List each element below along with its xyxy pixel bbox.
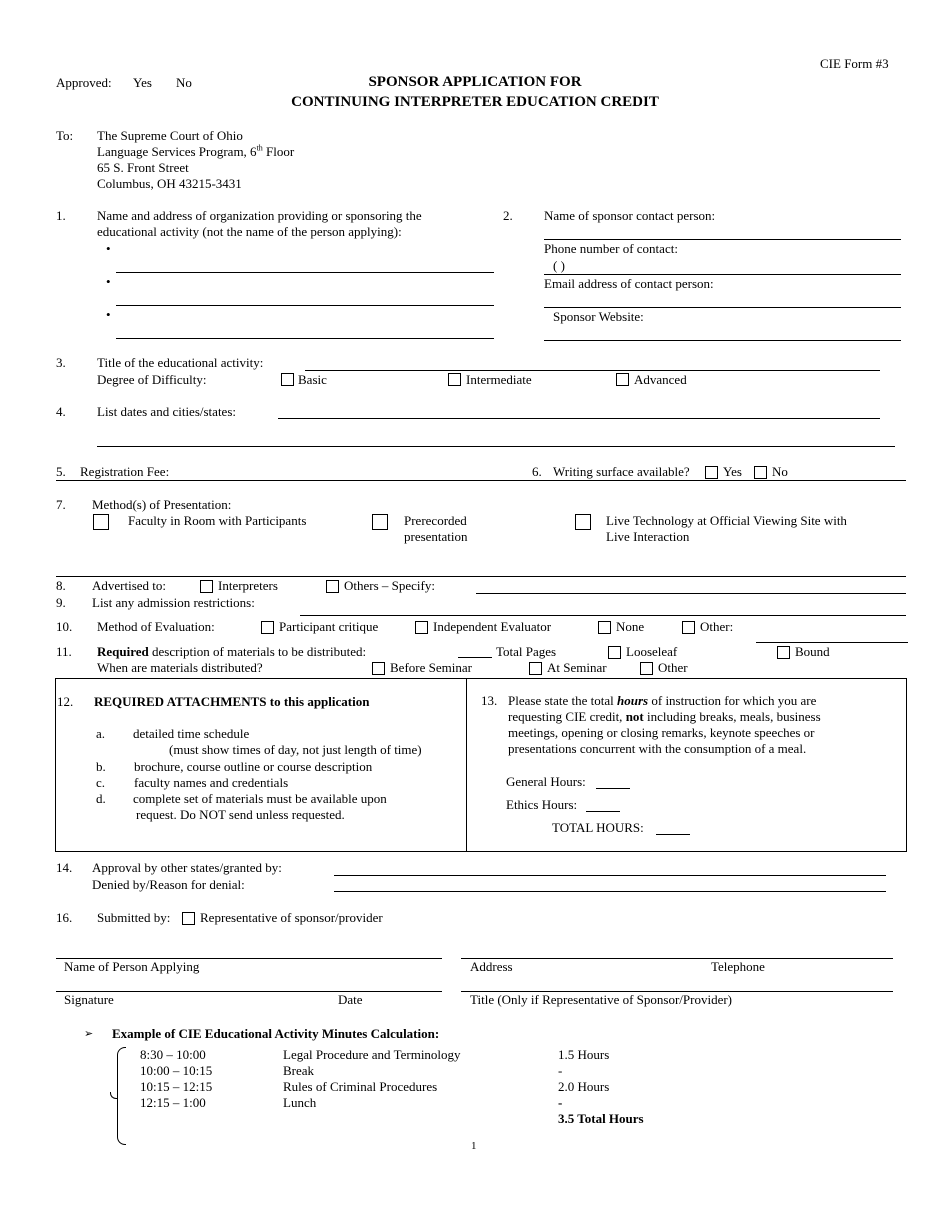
q6-label: Writing surface available? — [553, 464, 690, 479]
q3-title-line[interactable] — [305, 370, 880, 371]
q11-required: Required — [97, 644, 149, 659]
q6-no-label: No — [772, 464, 788, 479]
q10-independent-label: Independent Evaluator — [433, 619, 552, 634]
q13-line1-pre: Please state the total — [508, 693, 618, 708]
sig-name-label: Name of Person Applying — [64, 959, 200, 974]
to-label: To: — [56, 128, 74, 143]
example-row-2-activity: Break — [283, 1063, 315, 1078]
q13-total-label: TOTAL HOURS: — [552, 820, 644, 835]
q12-c-text: faculty names and credentials — [134, 775, 289, 790]
sig-signature-label: Signature — [64, 992, 114, 1007]
q13-line2-post: including breaks, meals, business — [643, 709, 821, 724]
q5-label: Registration Fee: — [80, 464, 170, 479]
q1-text-line2: educational activity (not the name of the person applying): — [97, 224, 402, 239]
q2-website-label: Sponsor Website: — [553, 309, 644, 324]
q4-line-1[interactable] — [278, 418, 880, 419]
q7-faculty-label: Faculty in Room with Participants — [128, 513, 307, 528]
q10-other-line[interactable] — [756, 642, 908, 643]
q10-other-checkbox[interactable] — [682, 621, 695, 634]
q14-approval-label: Approval by other states/granted by: — [92, 860, 282, 875]
q11-before-checkbox[interactable] — [372, 662, 385, 675]
q16-rep-checkbox[interactable] — [182, 912, 195, 925]
q13-line4: presentations concurrent with the consumption of a meal. — [508, 741, 807, 756]
q12-d-text2: request. Do NOT send unless requested. — [136, 807, 345, 822]
q13-line1-post: of instruction for which you are — [648, 693, 817, 708]
form-id: CIE Form #3 — [820, 56, 889, 71]
q10-independent-checkbox[interactable] — [415, 621, 428, 634]
q11-before-label: Before Seminar — [390, 660, 472, 675]
q12-a-sub: (must show times of day, not just length of time) — [169, 742, 422, 757]
arrow-bullet-icon: ➢ — [84, 1027, 94, 1040]
q13-ethics-line[interactable] — [586, 811, 620, 812]
q14-denied-line[interactable] — [334, 891, 886, 892]
q11-bound-label: Bound — [795, 644, 830, 659]
attachments-box-divider — [466, 678, 467, 851]
q10-none-label: None — [616, 619, 645, 634]
q10-participant-label: Participant critique — [279, 619, 379, 634]
q11-at-label: At Seminar — [547, 660, 607, 675]
example-row-3-activity: Rules of Criminal Procedures — [283, 1079, 438, 1094]
q12-b-text: brochure, course outline or course description — [134, 759, 373, 774]
q2-email-label: Email address of contact person: — [544, 276, 714, 291]
q1-bullet-3: • — [106, 307, 111, 322]
q1-text-line1: Name and address of organization providing or sponsoring the — [97, 208, 422, 223]
q11-bound-checkbox[interactable] — [777, 646, 790, 659]
q2-phone-parens: ( ) — [553, 258, 565, 273]
q4-line-2[interactable] — [97, 446, 895, 447]
q8-number: 8. — [56, 578, 66, 593]
sig-title-label: Title (Only if Representative of Sponsor/Provider) — [470, 992, 733, 1007]
q1-bullet-2: • — [106, 274, 111, 289]
q13-line2 — [508, 709, 821, 725]
q11-other-label: Other — [658, 660, 688, 675]
to-line2-pre: Language Services Program, 6 — [97, 144, 257, 159]
q11-when-label: When are materials distributed? — [97, 660, 263, 675]
example-total: 3.5 Total Hours — [558, 1111, 644, 1126]
page-title-line2: CONTINUING INTERPRETER EDUCATION CREDIT — [291, 94, 659, 110]
q11-label-rest: description of materials to be distributed: — [148, 644, 367, 659]
q7-prerecorded-label-1: Prerecorded — [404, 513, 467, 528]
example-brace-tip — [110, 1092, 118, 1099]
to-line2-post: Floor — [262, 144, 295, 159]
q12-number: 12. — [57, 694, 74, 709]
sig-telephone-label: Telephone — [711, 959, 765, 974]
q7-prerecorded-checkbox[interactable] — [372, 514, 388, 530]
q3-basic-checkbox[interactable] — [281, 373, 294, 386]
q8-others-label: Others – Specify: — [344, 578, 435, 593]
q8-label: Advertised to: — [92, 578, 167, 593]
q13-line3: meetings, opening or closing remarks, keynote speeches or — [508, 725, 815, 740]
example-row-4-time: 12:15 – 1:00 — [140, 1095, 206, 1110]
q1-line-2[interactable] — [116, 305, 494, 306]
q6-no-checkbox[interactable] — [754, 466, 767, 479]
q6-number: 6. — [532, 464, 542, 479]
q3-advanced-label: Advanced — [634, 372, 687, 387]
q16-rep-label: Representative of sponsor/provider — [200, 910, 383, 925]
q10-none-checkbox[interactable] — [598, 621, 611, 634]
to-line2-sup: th — [256, 143, 263, 153]
q16-label: Submitted by: — [97, 910, 171, 925]
q3-advanced-checkbox[interactable] — [616, 373, 629, 386]
example-row-1-time: 8:30 – 10:00 — [140, 1047, 206, 1062]
q13-number: 13. — [481, 693, 498, 708]
q5-q6-line[interactable] — [56, 480, 906, 481]
q2-email-line[interactable] — [544, 307, 901, 308]
q11-label — [97, 644, 366, 660]
q16-number: 16. — [56, 910, 73, 925]
page-title-line1: SPONSOR APPLICATION FOR — [368, 74, 582, 90]
q7-live-label-1: Live Technology at Official Viewing Site with — [606, 513, 847, 528]
q7-label: Method(s) of Presentation: — [92, 497, 232, 512]
q7-number: 7. — [56, 497, 66, 512]
q14-approval-line[interactable] — [334, 875, 886, 876]
q7-prerecorded-label-2: presentation — [404, 529, 468, 544]
approved-yes[interactable]: Yes — [133, 75, 152, 90]
example-row-3-time: 10:15 – 12:15 — [140, 1079, 213, 1094]
to-line2 — [97, 144, 294, 160]
q8-others-line[interactable] — [476, 593, 906, 594]
q11-number: 11. — [56, 644, 72, 659]
q9-line[interactable] — [300, 615, 906, 616]
q11-other-checkbox[interactable] — [640, 662, 653, 675]
sig-line-1-right[interactable] — [461, 958, 893, 959]
q2-phone-line[interactable] — [544, 274, 901, 275]
q4-number: 4. — [56, 404, 66, 419]
q7-faculty-checkbox[interactable] — [93, 514, 109, 530]
q2-number: 2. — [503, 208, 513, 223]
example-row-2-time: 10:00 – 10:15 — [140, 1063, 213, 1078]
q1-line-3[interactable] — [116, 338, 494, 339]
q3-intermediate-label: Intermediate — [466, 372, 532, 387]
q12-heading: REQUIRED ATTACHMENTS to this application — [94, 694, 370, 709]
q6-yes-label: Yes — [723, 464, 742, 479]
q2-contact-name-label: Name of sponsor contact person: — [544, 208, 716, 223]
q12-a-text: detailed time schedule — [133, 726, 250, 741]
q2-contact-name-line[interactable] — [544, 239, 901, 240]
q13-general-line[interactable] — [596, 788, 630, 789]
q10-participant-checkbox[interactable] — [261, 621, 274, 634]
q12-a-label: a. — [96, 726, 106, 741]
example-row-4-hours: - — [558, 1095, 563, 1110]
to-line1: The Supreme Court of Ohio — [97, 128, 243, 143]
q5-number: 5. — [56, 464, 66, 479]
sig-address-label: Address — [470, 959, 513, 974]
example-heading: Example of CIE Educational Activity Minutes Calculation: — [112, 1026, 440, 1041]
q10-other-label: Other: — [700, 619, 734, 634]
sig-date-label: Date — [338, 992, 363, 1007]
q3-intermediate-checkbox[interactable] — [448, 373, 461, 386]
q1-bullet-1: • — [106, 241, 111, 256]
q9-number: 9. — [56, 595, 66, 610]
to-line4: Columbus, OH 43215-3431 — [97, 176, 242, 191]
q11-looseleaf-label: Looseleaf — [626, 644, 678, 659]
q2-website-line[interactable] — [544, 340, 901, 341]
q8-top-line — [56, 576, 906, 577]
q13-line2-pre: requesting CIE credit, — [508, 709, 626, 724]
q6-yes-checkbox[interactable] — [705, 466, 718, 479]
q13-ethics-label: Ethics Hours: — [506, 797, 578, 812]
q12-c-label: c. — [96, 775, 106, 790]
example-row-4-activity: Lunch — [283, 1095, 317, 1110]
q13-line2-not: not — [625, 709, 644, 724]
q8-interpreters-label: Interpreters — [218, 578, 278, 593]
q3-difficulty-label: Degree of Difficulty: — [97, 372, 207, 387]
page-number: 1 — [471, 1140, 477, 1152]
q7-live-checkbox[interactable] — [575, 514, 591, 530]
to-line3: 65 S. Front Street — [97, 160, 189, 175]
example-row-2-hours: - — [558, 1063, 563, 1078]
q1-line-1[interactable] — [116, 272, 494, 273]
q3-title-label: Title of the educational activity: — [97, 355, 264, 370]
q1-number: 1. — [56, 208, 66, 223]
q9-label: List any admission restrictions: — [92, 595, 255, 610]
q8-interpreters-checkbox[interactable] — [200, 580, 213, 593]
q12-d-text1: complete set of materials must be available upon — [133, 791, 387, 806]
q13-line1-hours: hours — [617, 693, 649, 708]
q13-line1 — [508, 693, 816, 709]
q11-total-pages-label: Total Pages — [496, 644, 557, 659]
example-row-3-hours: 2.0 Hours — [558, 1079, 610, 1094]
q12-d-label: d. — [96, 791, 106, 806]
approved-no[interactable]: No — [176, 75, 192, 90]
q11-total-pages-line[interactable] — [458, 657, 492, 658]
example-row-1-hours: 1.5 Hours — [558, 1047, 610, 1062]
q12-b-label: b. — [96, 759, 106, 774]
q14-denied-label: Denied by/Reason for denial: — [92, 877, 245, 892]
q14-number: 14. — [56, 860, 73, 875]
q13-general-label: General Hours: — [506, 774, 586, 789]
approved-label: Approved: — [56, 75, 112, 90]
q11-looseleaf-checkbox[interactable] — [608, 646, 621, 659]
q3-number: 3. — [56, 355, 66, 370]
example-row-1-activity: Legal Procedure and Terminology — [283, 1047, 461, 1062]
q13-total-line[interactable] — [656, 834, 690, 835]
q11-at-checkbox[interactable] — [529, 662, 542, 675]
q10-label: Method of Evaluation: — [97, 619, 215, 634]
q7-live-label-2: Live Interaction — [606, 529, 690, 544]
example-brace — [117, 1047, 126, 1145]
q4-label: List dates and cities/states: — [97, 404, 236, 419]
q3-basic-label: Basic — [298, 372, 327, 387]
q10-number: 10. — [56, 619, 73, 634]
q2-phone-label: Phone number of contact: — [544, 241, 678, 256]
q8-others-checkbox[interactable] — [326, 580, 339, 593]
